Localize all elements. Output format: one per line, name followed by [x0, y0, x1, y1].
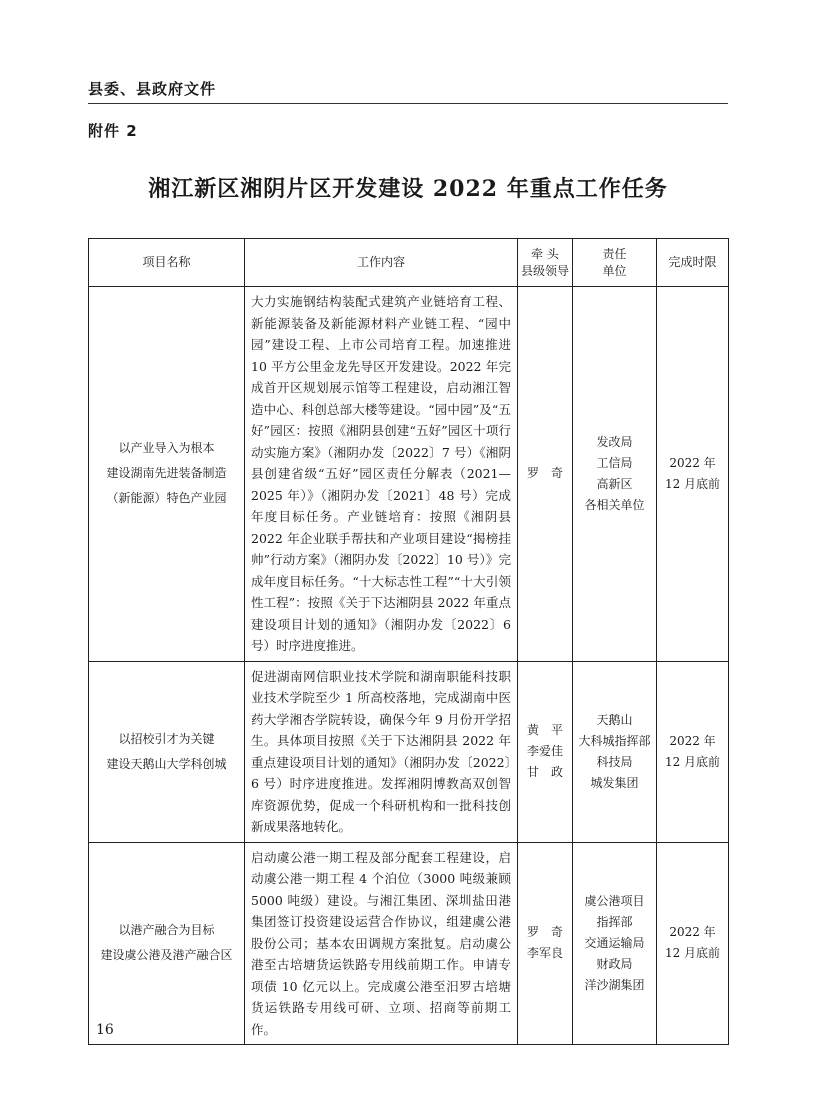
project-name-line: 以招校引才为关键 [118, 731, 215, 746]
project-name-line: 以港产融合为目标 [118, 923, 215, 938]
work-content-cell: 大力实施钢结构装配式建筑产业链培育工程、新能源装备及新能源材料产业链工程、“园中园”建设工程、上市公司培育工程。加速推进 10 平方公里金龙先导区开发建设。2022 年完成首开区规划展示馆等工程建设，启动湘江智造中心、科创总部大楼等建设。“园中园”及“五好”园区：按照《湘阴县创建“五好”园区十项行动实施方案》（湘阴办发〔2022〕7 号）《湘阴县创建省级“五好”园区责任分解表（2021—2025 年）》（湘阴办发〔2021〕48 号）完成年度目标任务。产业链培育：按照《湘阴县 2022 年企业联手帮扶和产业项目建设“揭榜挂帅”行动方案》（湘阴办发〔2022〕10 号）》完成年度目标任务。“十大标志性工程”“十大引领性工程”：按照《关于下达湘阴县 2022 年重点建设项目计划的通知》（湘阴办发〔2022〕6 号）时序进度推进。 [245, 287, 518, 662]
unit-line: 交通运输局 [584, 935, 645, 950]
table-row [89, 661, 729, 842]
unit-line: 大科城指挥部 [578, 733, 651, 748]
project-name-line: 以产业导入为根本 [118, 441, 215, 456]
unit-line: 天鹅山 [596, 712, 633, 727]
leader-name: 甘 政 [526, 765, 563, 779]
table-row [89, 842, 729, 1045]
deadline-cell [657, 842, 729, 1045]
project-name-line: 建设天鹅山大学科创城 [106, 756, 227, 771]
table-header-row [89, 239, 729, 287]
project-name-cell [89, 842, 245, 1045]
column-header-unit-line1: 责任 [602, 246, 627, 261]
unit-line: 高新区 [596, 476, 633, 491]
column-header-name: 项目名称 [89, 239, 245, 287]
column-header-leader-line1: 牵 头 [531, 246, 559, 261]
deadline-line: 12 月底前 [664, 754, 721, 769]
leader-name: 李爱佳 [526, 744, 563, 758]
responsible-unit-cell [573, 661, 657, 842]
header-divider [88, 103, 728, 104]
table-row [89, 287, 729, 662]
column-header-leader-line2: 县级领导 [520, 263, 569, 278]
leader-name: 罗 奇 [526, 925, 563, 940]
leader-name: 李军良 [526, 946, 563, 961]
leader-cell [518, 661, 573, 842]
project-name-cell [89, 661, 245, 842]
responsible-unit-cell [573, 287, 657, 662]
unit-line: 财政局 [596, 956, 633, 971]
leader-cell [518, 287, 573, 662]
work-content-cell: 启动虞公港一期工程及部分配套工程建设，启动虞公港一期工程 4 个泊位（3000 吨级兼顾 5000 吨级）建设。与湘江集团、深圳盐田港集团签订投资建设运营合作协议，组建虞公港股份公司；基本农田调规方案批复。启动虞公港至古培塘货运铁路专用线前期工作。申请专项债 10 亿元以上。完成虞公港至汨罗古培塘货运铁路专用线可研、立项、招商等前期工作。 [245, 842, 518, 1045]
column-header-leader [518, 239, 573, 287]
deadline-line: 2022 年 [669, 733, 716, 748]
leader-cell [518, 842, 573, 1045]
work-content-cell: 促进湖南网信职业技术学院和湖南职能科技职业技术学院至少 1 所高校落地，完成湖南中医药大学湘杏学院转设，确保今年 9 月份开学招生。具体项目按照《关于下达湘阴县 2022 年重点建设项目计划的通知》（湘阴办发〔2022〕6 号）时序进度推进。发挥湘阴博教高双创智库资源优势，促成一个科研机构和一批科技创新成果落地转化。 [245, 661, 518, 842]
unit-line: 发改局 [596, 434, 633, 449]
column-header-unit [573, 239, 657, 287]
deadline-line: 2022 年 [669, 455, 716, 470]
unit-line: 工信局 [596, 455, 633, 470]
deadline-line: 12 月底前 [664, 946, 721, 961]
unit-line: 城发集团 [590, 775, 639, 790]
deadline-line: 2022 年 [669, 925, 716, 940]
column-header-deadline: 完成时限 [657, 239, 729, 287]
project-name-cell [89, 287, 245, 662]
project-name-line: 建设湖南先进装备制造 [106, 466, 227, 481]
unit-line: 各相关单位 [584, 497, 645, 512]
unit-line: 指挥部 [596, 914, 633, 929]
project-name-line: （新能源）特色产业园 [106, 491, 227, 506]
unit-line: 虞公港项目 [584, 893, 645, 908]
column-header-content: 工作内容 [245, 239, 518, 287]
attachment-label: 附件 2 [88, 122, 138, 140]
leader-name: 黄 平 [526, 723, 563, 737]
unit-line: 洋沙湖集团 [584, 977, 645, 992]
leader-name: 罗 奇 [526, 466, 563, 481]
unit-line: 科技局 [596, 754, 633, 769]
project-name-line: 建设虞公港及港产融合区 [100, 948, 233, 963]
page-number: 16 [96, 1022, 114, 1038]
page-title: 湘江新区湘阴片区开发建设 2022 年重点工作任务 [148, 176, 668, 202]
deadline-line: 12 月底前 [664, 476, 721, 491]
responsible-unit-cell [573, 842, 657, 1045]
task-table [88, 238, 729, 1045]
deadline-cell [657, 287, 729, 662]
document-category-header: 县委、县政府文件 [88, 80, 217, 98]
deadline-cell [657, 661, 729, 842]
column-header-unit-line2: 单位 [602, 263, 627, 278]
